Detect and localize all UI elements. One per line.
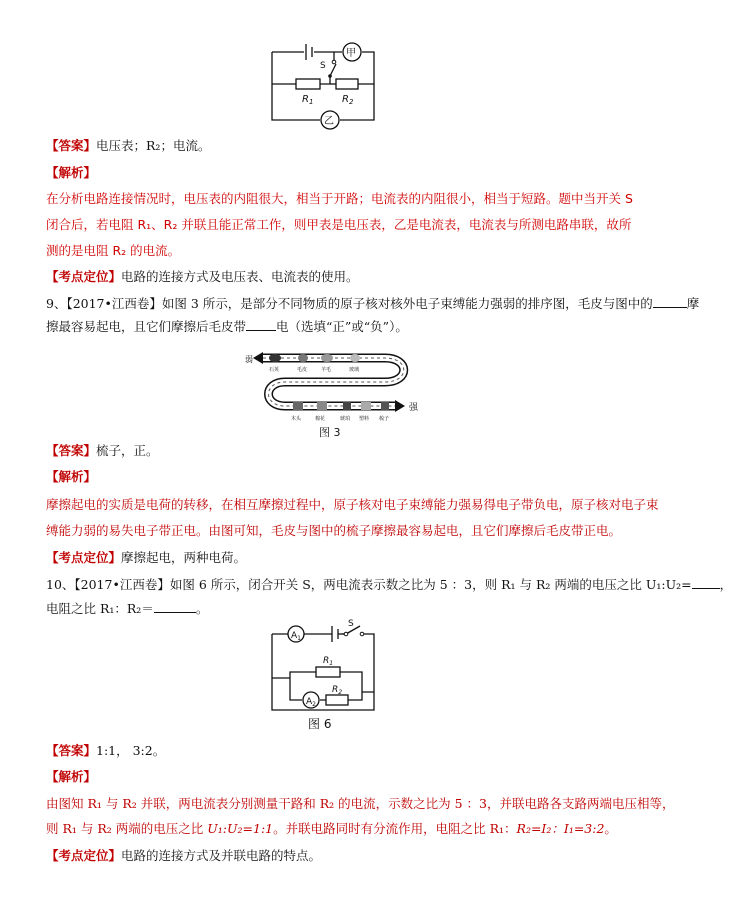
figure-3-caption: 图 3 bbox=[319, 426, 341, 439]
label-wool: 羊毛 bbox=[321, 367, 332, 373]
q10-analysis-heading: 【解析】 bbox=[46, 769, 97, 784]
ammeter-a2-label: $A_2$ bbox=[306, 697, 316, 708]
q8-answer bbox=[46, 137, 610, 155]
label-quartz: 石英 bbox=[269, 367, 280, 373]
q10-point: 【考点定位】电路的连接方式及并联电路的特点。 bbox=[46, 848, 322, 863]
label-fur: 毛皮 bbox=[297, 367, 308, 373]
label-cotton: 棉花 bbox=[315, 416, 326, 422]
point-text: 电路的连接方式及电压表、电流表的使用。 bbox=[121, 269, 359, 284]
resistor-r1-label: $R_1$ bbox=[302, 94, 314, 106]
label-amber: 琥珀 bbox=[340, 416, 351, 422]
q9-blank-2[interactable] bbox=[246, 318, 276, 331]
q9-stem-line-2: 擦最容易起电，且它们摩擦后毛皮带 电（选填“正”或“负”）。 bbox=[46, 319, 408, 334]
q8-analysis-heading bbox=[46, 164, 610, 182]
label-plastic: 塑料 bbox=[359, 416, 370, 422]
analysis-tag: 【解析】 bbox=[46, 165, 97, 180]
q9-analysis-line-2: 缚能力弱的易失电子带正电。由图可知，毛皮与图中的梳子摩擦最容易起电，且它们摩擦后毛皮带正电。 bbox=[46, 523, 622, 538]
q10-analysis-line-1: 由图知 R₁ 与 R₂ 并联，两电流表分别测量干路和 R₂ 的电流，示数之比为 5 ：3，并联电路各支路两端电压相等， bbox=[46, 796, 675, 811]
q9-point: 【考点定位】摩擦起电，两种电荷。 bbox=[46, 550, 247, 565]
resistor-r2-label: $R_2$ bbox=[332, 685, 343, 696]
label-comb: 梳子 bbox=[379, 416, 390, 422]
q8-analysis-line-1: 在分析电路连接情况时，电压表的内阻很大，相当于开路；电流表的内阻很小，相当于短路。题中当开关 S bbox=[46, 191, 633, 206]
q10-analysis-line-2: 则 R₁ 与 R₂ 两端的电压之比 U₁:U₂=1:1。并联电路同时有分流作用，电阻之比 R₁：R₂=I₂：I₁=3:2。 bbox=[46, 821, 617, 836]
label-wood: 木头 bbox=[291, 416, 302, 422]
q9-blank-1[interactable] bbox=[653, 295, 687, 308]
point-tag: 【考点定位】 bbox=[46, 269, 122, 284]
answer-tag: 【答案】 bbox=[46, 138, 97, 153]
q10-source: 【2017•江西卷】 bbox=[74, 577, 170, 592]
ammeter-a1-label: $A_1$ bbox=[291, 631, 301, 642]
answer-text: 电压表；R₂；电流。 bbox=[96, 138, 211, 153]
meter-label-top: 甲 bbox=[346, 48, 356, 59]
q9-analysis-heading: 【解析】 bbox=[46, 469, 97, 484]
switch-s-label: S bbox=[348, 619, 354, 629]
circuit-figure-6 bbox=[262, 618, 386, 732]
resistor-r2-label: $R_2$ bbox=[342, 94, 354, 106]
q9-source: 【2017•江西卷】 bbox=[66, 296, 162, 311]
q10-stem-line-1: 10、【2017•江西卷】如图 6 所示，闭合开关 S，两电流表示数之比为 5 ：3，则 R₁ 与 R₂ 两端的电压之比 U₁:U₂= ， bbox=[46, 577, 732, 592]
q10-answer: 【答案】1:1， 3:2。 bbox=[46, 743, 166, 758]
switch-label: S bbox=[320, 61, 326, 71]
friction-series-figure bbox=[245, 340, 425, 440]
strong-label: 强 bbox=[409, 403, 419, 413]
q10-blank-1[interactable] bbox=[692, 576, 720, 589]
figure-6-caption: 图 6 bbox=[308, 717, 332, 731]
q8-point bbox=[46, 268, 610, 286]
q9-stem-line-1: 9、【2017•江西卷】如图 3 所示，是部分不同物质的原子核对核外电子束缚能力强弱的排序图，毛皮与图中的 摩 bbox=[46, 296, 700, 311]
label-glass: 玻璃 bbox=[349, 367, 360, 373]
q9-answer: 【答案】梳子，正。 bbox=[46, 443, 159, 458]
q9-analysis-line-1: 摩擦起电的实质是电荷的转移，在相互摩擦过程中，原子核对电子束缚能力强易得电子带负电，原子核对电子束 bbox=[46, 497, 659, 512]
q10-stem-line-2: 电阻之比 R₁：R₂＝ 。 bbox=[46, 601, 209, 616]
meter-label-bottom: 乙 bbox=[324, 116, 334, 127]
q10-blank-2[interactable] bbox=[154, 600, 196, 613]
q8-analysis-line-3: 测的是电阻 R₂ 的电流。 bbox=[46, 243, 181, 258]
resistor-r1-label: $R_1$ bbox=[323, 656, 334, 667]
circuit-figure-top bbox=[262, 32, 382, 132]
weak-label: 弱 bbox=[245, 355, 253, 364]
q8-analysis-line-2: 闭合后，若电阻 R₁、R₂ 并联且能正常工作，则甲表是电压表，乙是电流表，电流表与所测电路串联，故所 bbox=[46, 217, 632, 232]
